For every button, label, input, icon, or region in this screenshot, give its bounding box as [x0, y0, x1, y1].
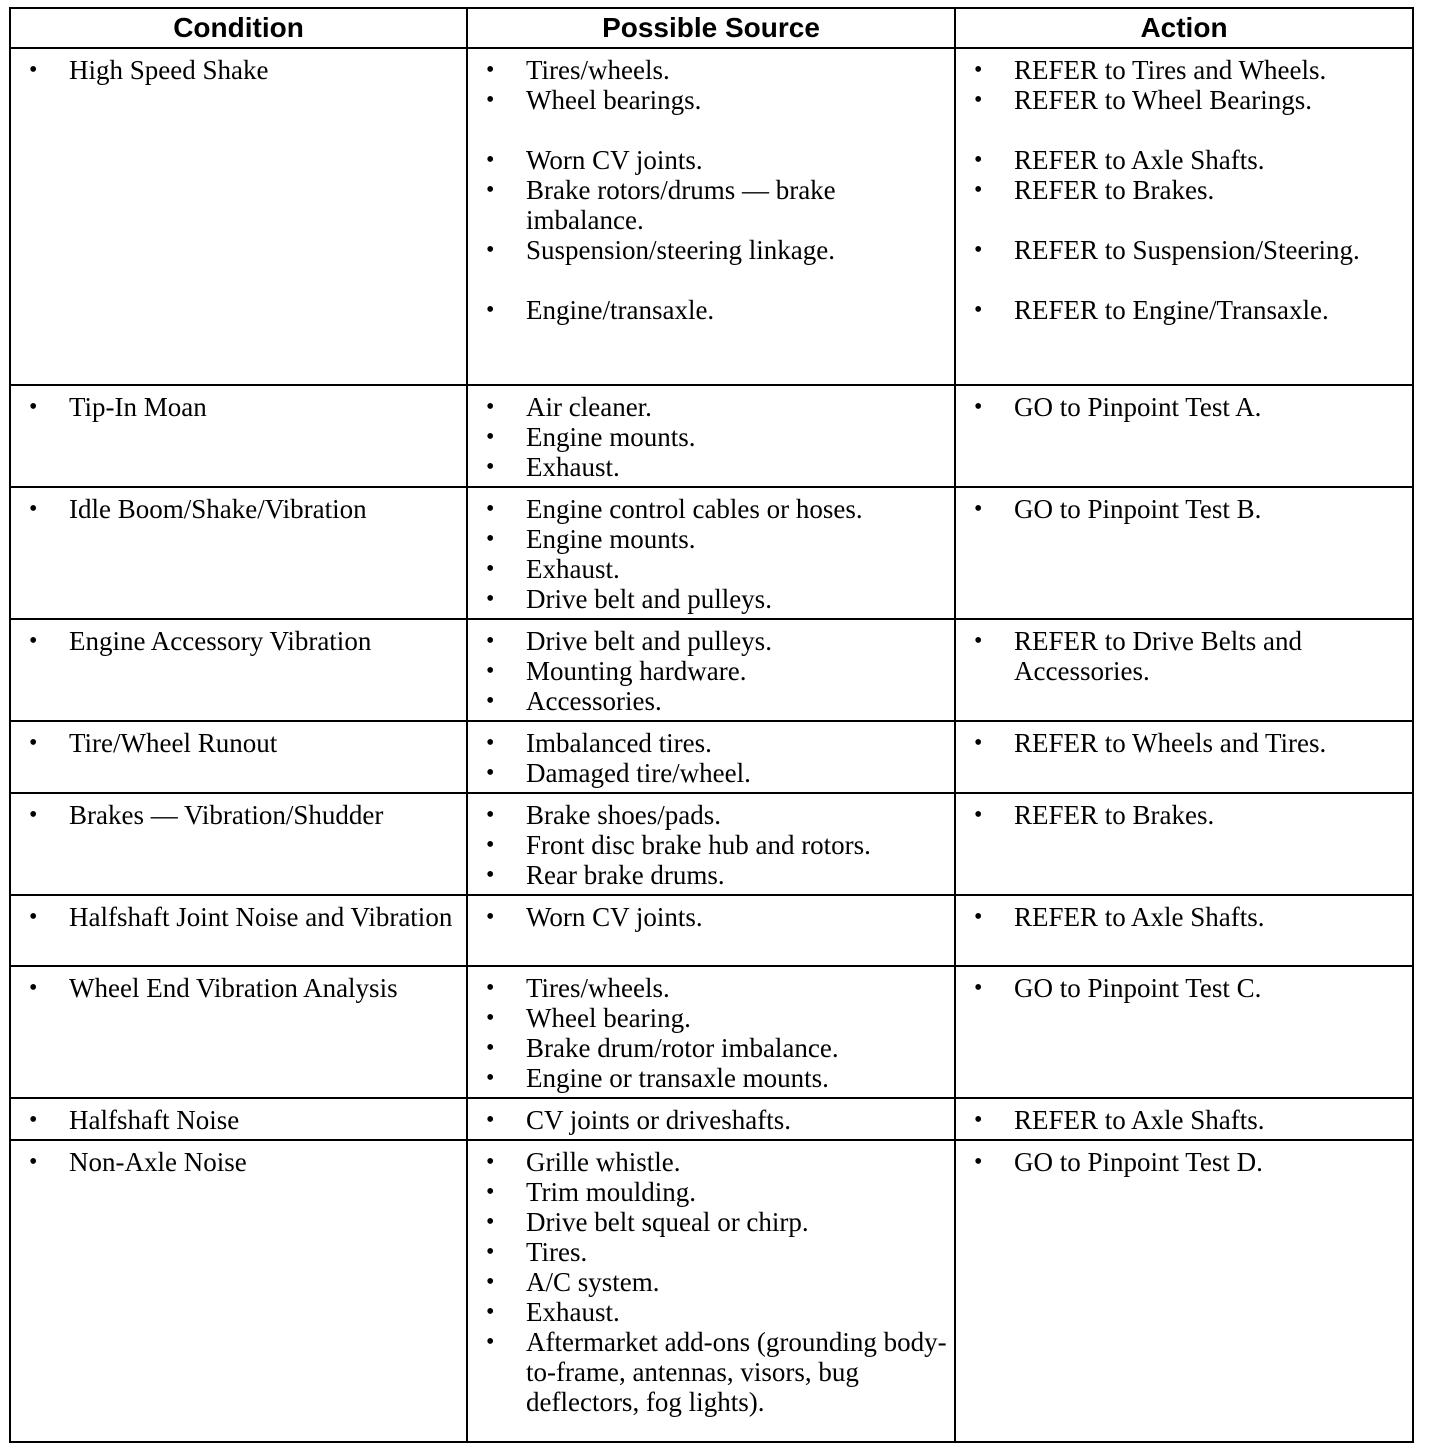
condition-cell — [10, 721, 467, 793]
source-item: • Exhaust. — [482, 452, 948, 482]
action-cell — [955, 721, 1413, 793]
header-row — [10, 8, 1413, 48]
header-action: Action — [955, 8, 1413, 48]
action-cell — [955, 1098, 1413, 1140]
source-item: • Engine mounts. — [482, 524, 948, 554]
source-item: • Exhaust. — [482, 554, 948, 584]
source-item: • Engine control cables or hoses. — [482, 494, 948, 524]
action-cell — [955, 895, 1413, 966]
source-item: • Mounting hardware. — [482, 656, 948, 686]
action-cell — [955, 385, 1413, 487]
source-item: • Engine or transaxle mounts. — [482, 1063, 948, 1093]
source-item: • Wheel bearings. — [482, 85, 948, 115]
condition-text: • Engine Accessory Vibration — [25, 626, 460, 656]
source-item: • Front disc brake hub and rotors. — [482, 830, 948, 860]
condition-text: • Wheel End Vibration Analysis — [25, 973, 460, 1003]
action-cell — [955, 487, 1413, 619]
action-item: • REFER to Tires and Wheels. — [970, 55, 1406, 85]
source-item: • Grille whistle. — [482, 1147, 948, 1177]
source-item: • Accessories. — [482, 686, 948, 716]
source-item: • Imbalanced tires. — [482, 728, 948, 758]
condition-cell — [10, 487, 467, 619]
source-item: • Drive belt and pulleys. — [482, 626, 948, 656]
source-item: • CV joints or driveshafts. — [482, 1105, 948, 1135]
action-item: • GO to Pinpoint Test A. — [970, 392, 1406, 422]
source-item: • Wheel bearing. — [482, 1003, 948, 1033]
source-cell — [467, 1140, 955, 1442]
action-cell — [955, 793, 1413, 895]
table-row — [10, 619, 1413, 721]
source-item: • Rear brake drums. — [482, 860, 948, 890]
source-item: • Exhaust. — [482, 1297, 948, 1327]
source-item: • Tires/wheels. — [482, 55, 948, 85]
action-item: • REFER to Axle Shafts. — [970, 902, 1406, 932]
action-item: • REFER to Axle Shafts. — [970, 145, 1406, 175]
condition-cell — [10, 1140, 467, 1442]
action-item: • REFER to Suspension/Steering. — [970, 235, 1406, 265]
source-item: • Tires/wheels. — [482, 973, 948, 1003]
source-cell — [467, 966, 955, 1098]
condition-cell — [10, 48, 467, 385]
source-item: • Drive belt squeal or chirp. — [482, 1207, 948, 1237]
source-item: • Air cleaner. — [482, 392, 948, 422]
condition-cell — [10, 895, 467, 966]
source-cell — [467, 487, 955, 619]
source-cell — [467, 793, 955, 895]
source-item: • Worn CV joints. — [482, 145, 948, 175]
action-item: • REFER to Brakes. — [970, 175, 1406, 205]
source-cell — [467, 619, 955, 721]
table-row — [10, 1098, 1413, 1140]
source-item: • Suspension/steering linkage. — [482, 235, 948, 265]
source-item: • Brake rotors/drums — brake imbalance. — [482, 175, 948, 235]
source-item: • Aftermarket add-ons (grounding body-to-frame, antennas, visors, bug deflectors, fog lights). — [482, 1327, 948, 1417]
condition-text: • Non-Axle Noise — [25, 1147, 460, 1177]
action-item: • GO to Pinpoint Test C. — [970, 973, 1406, 1003]
action-cell — [955, 1140, 1413, 1442]
source-item: • Damaged tire/wheel. — [482, 758, 948, 788]
condition-text: • Brakes — Vibration/Shudder — [25, 800, 460, 830]
table-row — [10, 487, 1413, 619]
condition-text: • High Speed Shake — [25, 55, 460, 85]
table-row — [10, 385, 1413, 487]
table-row — [10, 721, 1413, 793]
source-item: • Brake shoes/pads. — [482, 800, 948, 830]
condition-cell — [10, 385, 467, 487]
action-item: • REFER to Axle Shafts. — [970, 1105, 1406, 1135]
action-item: • REFER to Wheels and Tires. — [970, 728, 1406, 758]
source-item: • A/C system. — [482, 1267, 948, 1297]
condition-cell — [10, 1098, 467, 1140]
source-cell — [467, 721, 955, 793]
action-item: • REFER to Drive Belts and Accessories. — [970, 626, 1406, 686]
action-cell — [955, 48, 1413, 385]
table-row — [10, 1140, 1413, 1442]
condition-cell — [10, 619, 467, 721]
condition-text: • Idle Boom/Shake/Vibration — [25, 494, 460, 524]
table-row — [10, 793, 1413, 895]
source-cell — [467, 385, 955, 487]
header-condition: Condition — [10, 8, 467, 48]
table-row — [10, 48, 1413, 385]
condition-text: • Halfshaft Noise — [25, 1105, 460, 1135]
table-row — [10, 966, 1413, 1098]
action-cell — [955, 966, 1413, 1098]
source-item: • Brake drum/rotor imbalance. — [482, 1033, 948, 1063]
table-row — [10, 895, 1413, 966]
condition-cell — [10, 793, 467, 895]
action-item: • GO to Pinpoint Test B. — [970, 494, 1406, 524]
header-possible-source: Possible Source — [467, 8, 955, 48]
source-item: • Drive belt and pulleys. — [482, 584, 948, 614]
source-cell — [467, 895, 955, 966]
source-item: • Engine/transaxle. — [482, 295, 948, 325]
condition-text: • Halfshaft Joint Noise and Vibration — [25, 902, 460, 932]
source-cell — [467, 1098, 955, 1140]
source-item: • Tires. — [482, 1237, 948, 1267]
source-item: • Worn CV joints. — [482, 902, 948, 932]
action-item: • REFER to Brakes. — [970, 800, 1406, 830]
condition-cell — [10, 966, 467, 1098]
source-cell — [467, 48, 955, 385]
source-item: • Trim moulding. — [482, 1177, 948, 1207]
diagnosis-table — [9, 7, 1414, 1443]
action-item: • REFER to Engine/Transaxle. — [970, 295, 1406, 325]
action-cell — [955, 619, 1413, 721]
action-item: • REFER to Wheel Bearings. — [970, 85, 1406, 115]
condition-text: • Tire/Wheel Runout — [25, 728, 460, 758]
condition-text: • Tip-In Moan — [25, 392, 460, 422]
source-item: • Engine mounts. — [482, 422, 948, 452]
action-item: • GO to Pinpoint Test D. — [970, 1147, 1406, 1177]
